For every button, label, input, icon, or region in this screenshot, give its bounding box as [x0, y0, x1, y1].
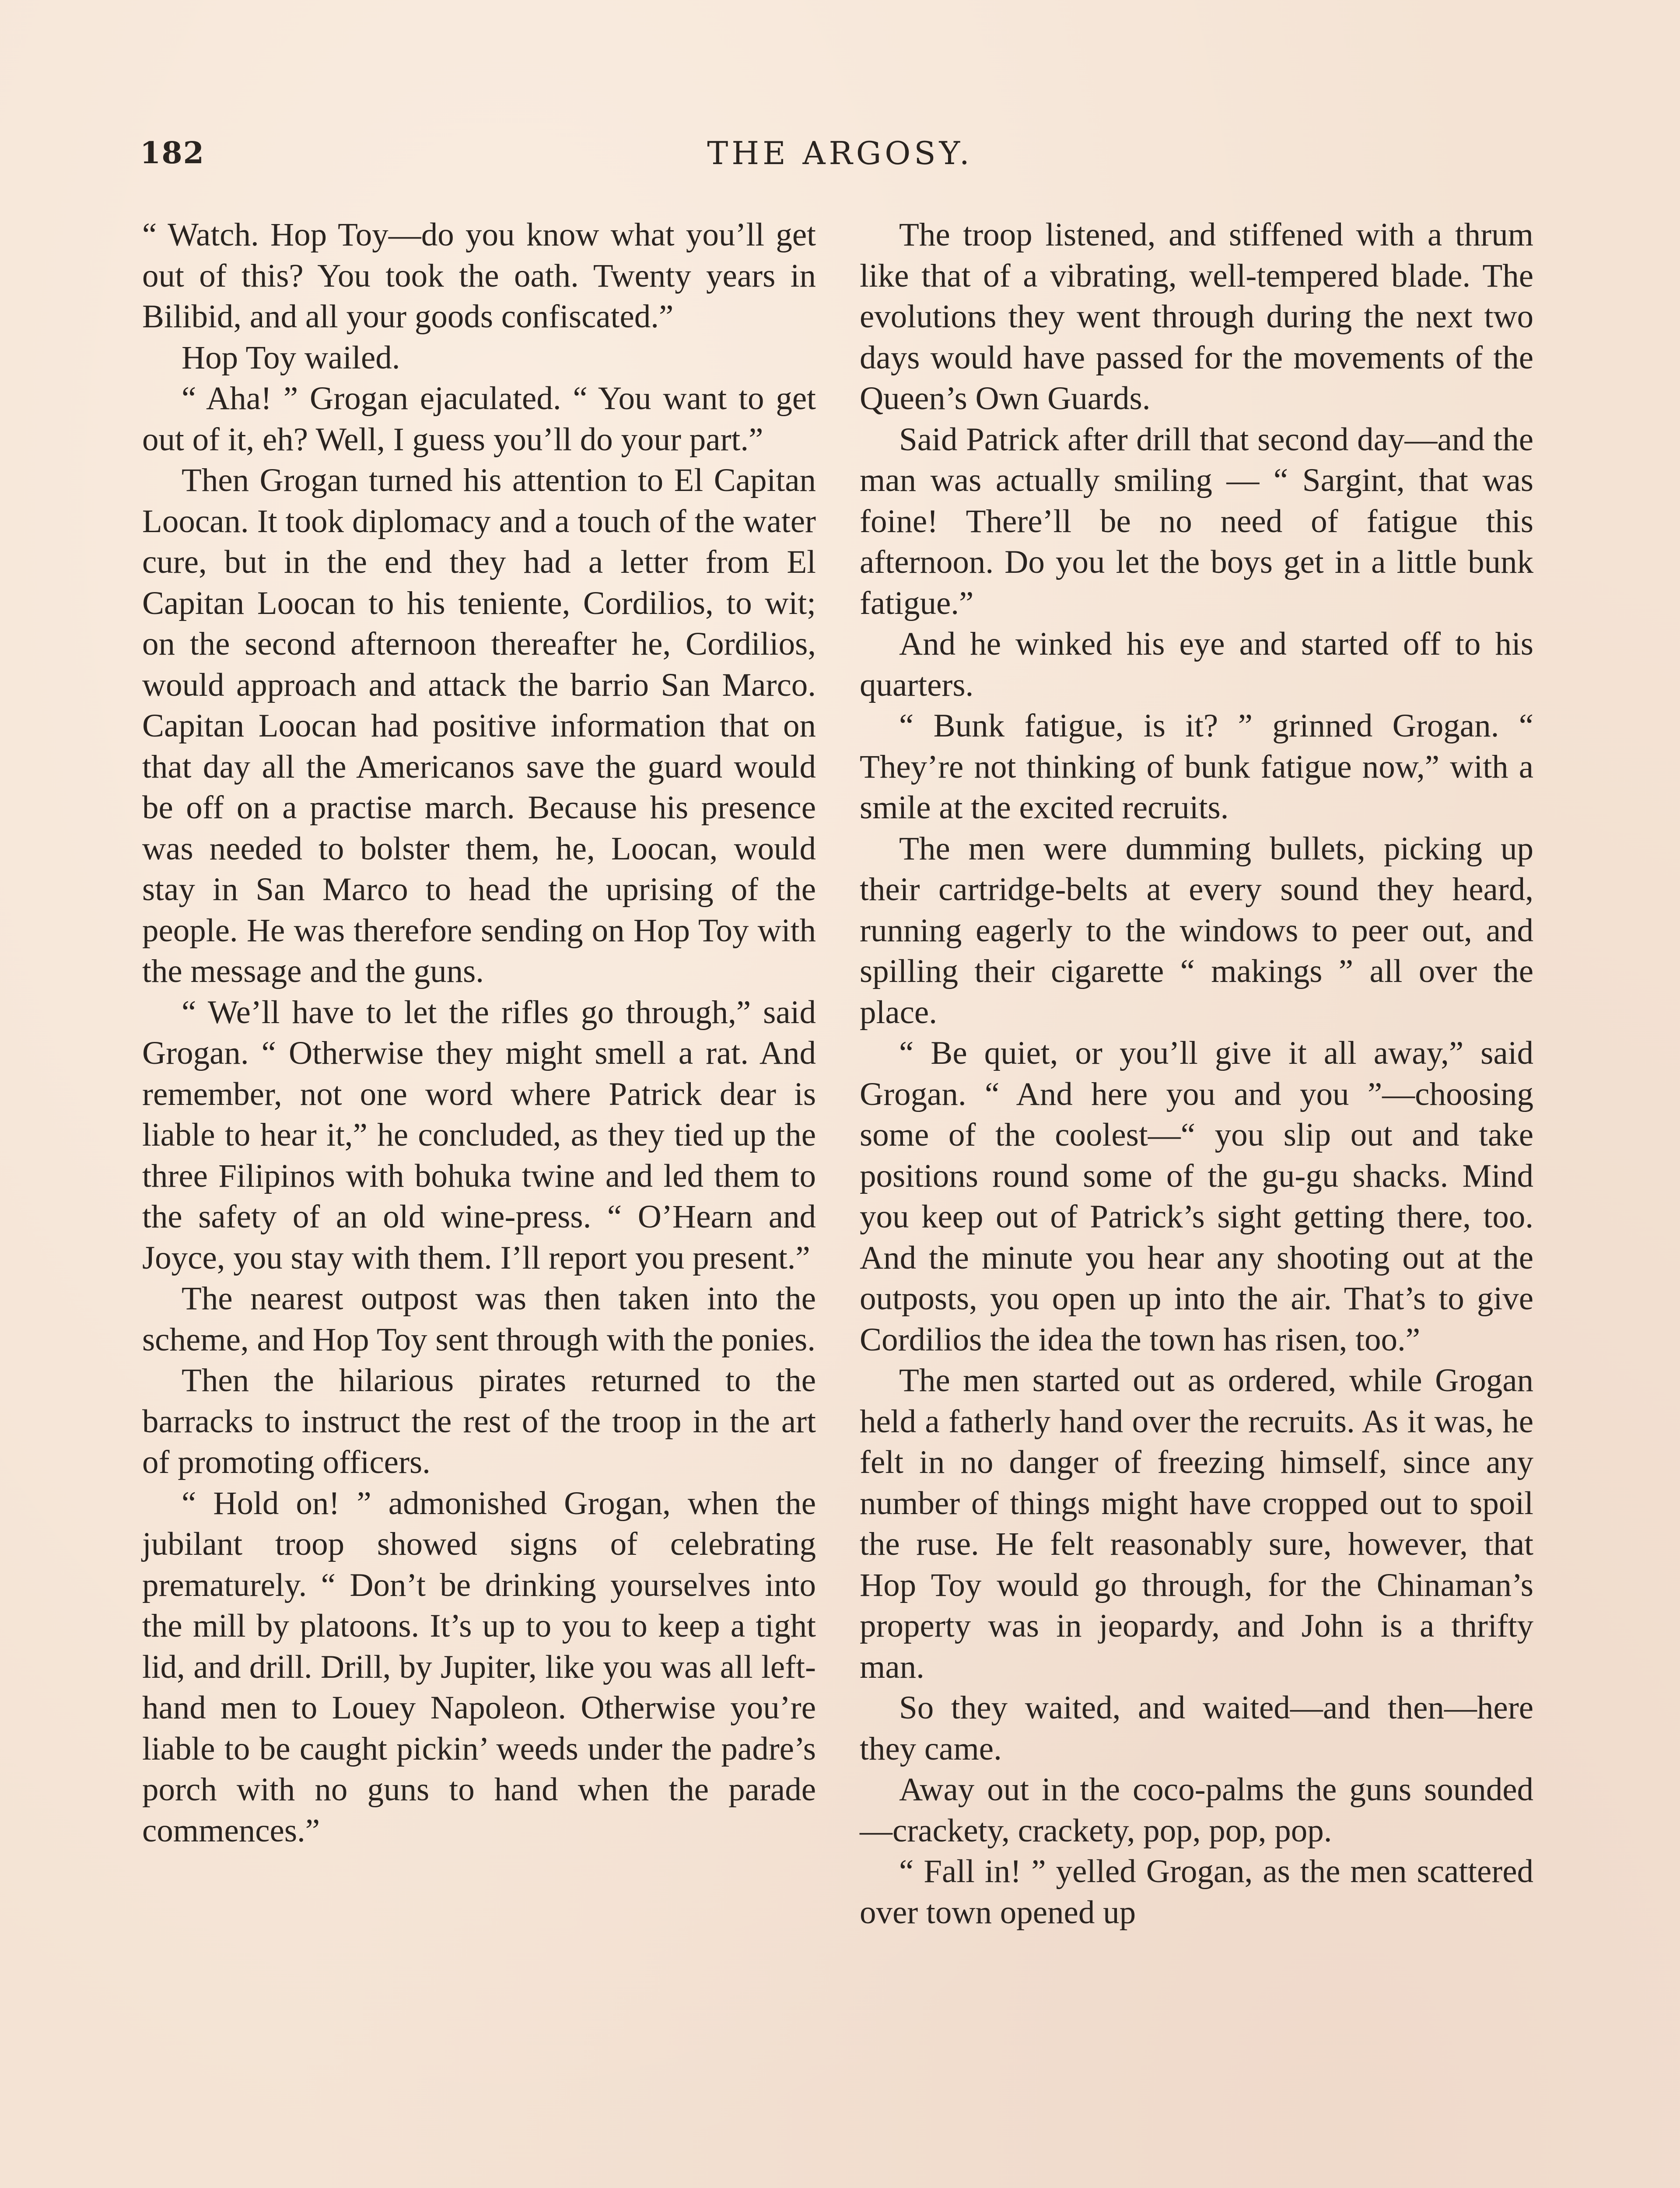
paragraph: The men started out as ordered, while Grogan held a fatherly hand over the recruits. As it was, he felt in no danger of freezing himself, since any number of things might have cropped out to spoil the ruse. He felt reasonably sure, however, that Hop Toy would go through, for the Chinaman’s property was in jeopardy, and John is a thrifty man.	[860, 1362, 1533, 1685]
page-header	[140, 131, 1540, 179]
paragraph: The nearest outpost was then taken into the scheme, and Hop Toy sent through with the ponies.	[142, 1280, 816, 1358]
paragraph: Said Patrick after drill that second day—and the man was actually smiling — “ Sargint, that was foine! There’ll be no need of fatigue this afternoon. Do you let the boys get in a little bunk fatigue.”	[860, 421, 1533, 621]
running-head-title: THE ARGOSY.	[707, 135, 973, 172]
paragraph: The men were dumming bullets, picking up their cartridge-belts at every sound they heard, running eagerly to the windows to peer out, and spilling their cigarette “ makings ” all over the place.	[860, 830, 1533, 1031]
paragraph: “ Hold on! ” admonished Grogan, when the jubilant troop showed signs of celebrating prematurely. “ Don’t be drinking yourselves into the mill by platoons. It’s up to you to keep a tight lid, and drill. Drill, by Jupiter, like you was all left-hand men to Louey Napoleon. Otherwise you’re liable to be caught pickin’ weeds under the padre’s porch with no guns to hand when the parade commences.”	[142, 1485, 816, 1849]
paragraph: “ Aha! ” Grogan ejaculated. “ You want to get out of it, eh? Well, I guess you’ll do your part.”	[142, 380, 816, 458]
paragraph: Then the hilarious pirates returned to the barracks to instruct the rest of the troop in the art of promoting officers.	[142, 1362, 816, 1480]
paragraph: “ Fall in! ” yelled Grogan, as the men scattered over town opened up	[860, 1853, 1533, 1931]
page-number: 182	[140, 136, 205, 171]
paragraph: The troop listened, and stiffened with a thrum like that of a vibrating, well-tempered blade. The evolutions they went through during the next two days would have passed for the movements of the Queen’s Own Guards.	[860, 217, 1533, 417]
paragraph: “ Be quiet, or you’ll give it all away,” said Grogan. “ And here you and you ”—choosing some of the coolest—“ you slip out and take positions round some of the gu-gu shacks. Mind you keep out of Patrick’s sight getting there, too. And the minute you hear any shooting out at the outposts, you open up into the air. That’s to give Cordilios the idea the town has risen, too.”	[860, 1035, 1533, 1358]
left-column	[142, 214, 816, 1851]
paragraph: Then Grogan turned his attention to El Capitan Loocan. It took diplomacy and a touch of the water cure, but in the end they had a letter from El Capitan Loocan to his teniente, Cordilios, to wit; on the second afternoon thereafter he, Cordilios, would approach and attack the barrio San Marco. Capitan Loocan had positive information that on that day all the Americanos save the guard would be off on a practise march. Because his presence was needed to bolster them, he, Loocan, would stay in San Marco to head the uprising of the people. He was therefore sending on Hop Toy with the message and the guns.	[142, 462, 816, 989]
paragraph: So they waited, and waited—and then—here they came.	[860, 1690, 1533, 1767]
paragraph: “ Watch. Hop Toy—do you know what you’ll get out of this? You took the oath. Twenty years in Bilibid, and all your goods confiscated.”	[142, 217, 816, 335]
paragraph: And he winked his eye and started off to his quarters.	[860, 626, 1533, 703]
paragraph: “ We’ll have to let the rifles go through,” said Grogan. “ Otherwise they might smell a rat. And remember, not one word where Patrick dear is liable to hear it,” he concluded, as they tied up the three Filipinos with bohuka twine and led them to the safety of an old wine-press. “ O’Hearn and Joyce, you stay with them. I’ll report you present.”	[142, 994, 816, 1276]
paragraph: Hop Toy wailed.	[182, 339, 400, 376]
paragraph: Away out in the coco-palms the guns sounded—crackety, crackety, pop, pop, pop.	[860, 1771, 1533, 1849]
right-column	[860, 214, 1533, 1933]
paragraph: “ Bunk fatigue, is it? ” grinned Grogan. “ They’re not thinking of bunk fatigue now,” with a smile at the excited recruits.	[860, 708, 1533, 826]
